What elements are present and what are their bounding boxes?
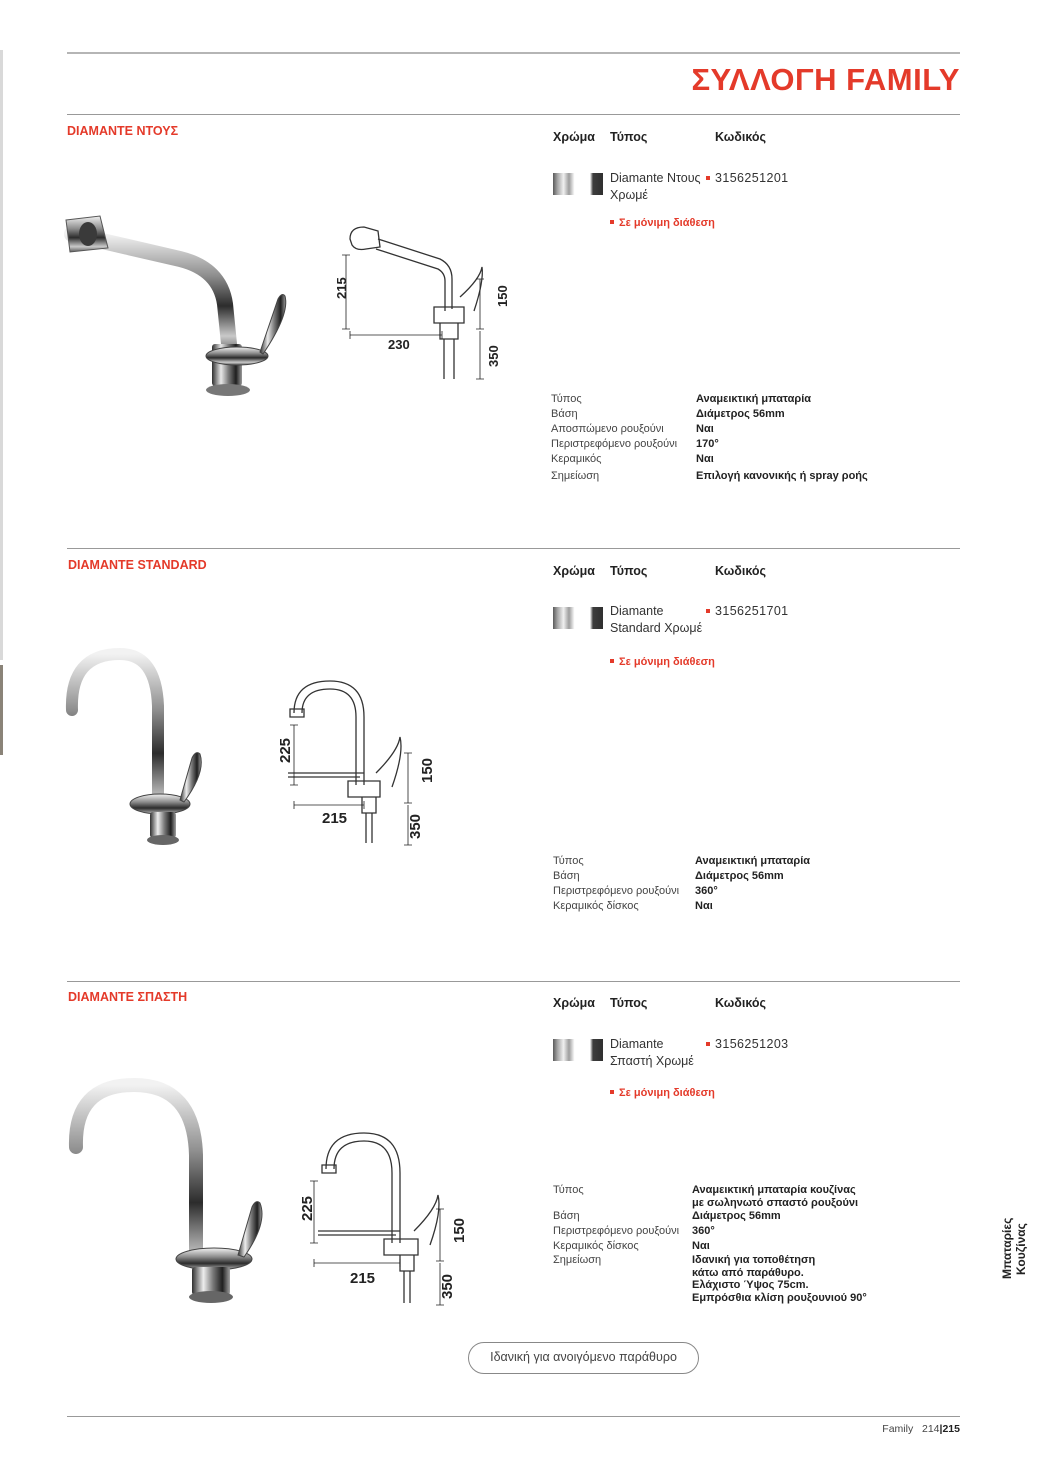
product-code: 3156251203 [706,1037,789,1051]
spec-table [553,854,810,914]
spec-row: Περιστρεφόμενο ρουξούνι 170° [551,438,719,450]
spec-row: Βάση Διάμετρος 56mm [553,870,784,882]
dim-label: 225 [277,737,294,763]
dim-label: 215 [350,1270,376,1287]
faucet-photo [60,204,300,404]
section-title: DIAMANTE ΝΤΟΥΣ [67,124,179,138]
spec-row: Κεραμικός Ναι [551,453,714,465]
header-color: Χρώμα [553,564,595,578]
side-tab-line: Κουζίνας [1014,1223,1028,1275]
technical-drawing [292,1125,472,1315]
faucet-photo [62,1075,272,1310]
technical-drawing [330,219,520,389]
dim-label: 215 [334,277,349,299]
bullet-icon [610,659,614,663]
page-footer [882,1423,960,1435]
spec-row: Αποσπώμενο ρουξούνι Ναι [551,423,714,435]
faucet-photo [60,646,220,851]
spec-table [553,1184,867,1304]
dim-label: 225 [299,1195,316,1221]
header-type: Τύπος [610,130,648,144]
header-code: Κωδικός [715,996,767,1010]
window-note-badge: Ιδανική για ανοιγόμενο παράθυρο [468,1342,699,1374]
dim-label: 215 [322,810,348,827]
spec-row: Σημείωση Ιδανική για τοποθέτηση [553,1254,816,1266]
spec-row: Τύπος Αναμεικτική μπαταρία κουζίνας [553,1184,856,1196]
footer-page-left: 214 [921,1423,940,1435]
spec-row: Περιστρεφόμενο ρουξούνι 360° [553,1225,715,1237]
product-section-diamante-standard [0,558,1044,978]
section-rule [67,548,960,549]
header-type: Τύπος [610,564,648,578]
spec-row: με σωληνωτό σπαστό ρουξούνι [692,1196,859,1209]
header-code: Κωδικός [715,130,767,144]
footer-page-right: 215 [942,1423,960,1435]
page-title: ΣΥΛΛΟΓΗ FAMILY [691,62,960,97]
footer-rule [67,1416,960,1417]
product-section-diamante-ntous [0,124,1044,544]
spec-row: Βάση Διάμετρος 56mm [551,408,785,420]
chrome-swatch [553,1039,603,1061]
spec-row: Τύπος Αναμεικτική μπαταρία [553,855,811,867]
side-tab-line: Μπαταρίες [1000,1217,1014,1279]
chrome-swatch [553,607,603,629]
bullet-icon [706,176,710,180]
bullet-icon [706,609,710,613]
header-color: Χρώμα [553,130,595,144]
dim-label: 150 [451,1217,468,1243]
spec-row: Βάση Διάμετρος 56mm [553,1210,781,1222]
section-rule [67,981,960,982]
bullet-icon [706,1042,710,1046]
bullet-icon [610,220,614,224]
availability-note: Σε μόνιμη διάθεση [610,217,715,229]
spec-row: Περιστρεφόμενο ρουξούνι 360° [553,885,718,897]
type-text: Diamante Ντους Χρωμέ [610,171,701,202]
spec-table [551,392,868,484]
technical-drawing [268,673,438,853]
spec-row: Σημείωση Επιλογή κανονικής ή spray ροής [551,470,868,482]
section-title: DIAMANTE ΣΠΑΣΤΗ [68,990,188,1004]
top-rule [67,52,960,54]
side-category-tab [996,1213,1034,1283]
spec-row: Τύπος Αναμεικτική μπαταρία [551,393,812,405]
availability-note: Σε μόνιμη διάθεση [610,1087,715,1099]
footer-label: Family [882,1423,914,1435]
product-code: 3156251201 [706,171,789,185]
type-text: Diamante Standard Χρωμέ [610,604,703,635]
dim-label: 350 [439,1273,456,1299]
spec-row: Κεραμικός δίσκος Ναι [553,1240,710,1252]
availability-note: Σε μόνιμη διάθεση [610,656,715,668]
dim-label: 230 [388,337,410,352]
product-code: 3156251701 [706,604,789,618]
spec-row: Ελάχιστο Ύψος 75cm. [692,1279,809,1291]
type-text: Diamante Σπαστή Χρωμέ [610,1037,694,1068]
dim-label: 150 [495,285,510,307]
title-rule [67,114,960,115]
chrome-swatch [553,173,603,195]
product-section-diamante-spasti [0,990,1044,1400]
spec-row: Εμπρόσθια κλίση ρουξουνιού 90° [692,1291,867,1304]
dim-label: 350 [407,813,424,839]
spec-row: Κεραμικός δίσκος Ναι [553,900,713,912]
header-code: Κωδικός [715,564,767,578]
spec-row: κάτω από παράθυρο. [692,1266,804,1279]
bullet-icon [610,1090,614,1094]
dim-label: 150 [419,757,436,783]
header-type: Τύπος [610,996,648,1010]
footer-separator: | [939,1423,943,1435]
dim-label: 350 [486,345,501,367]
section-title: DIAMANTE STANDARD [68,558,207,572]
header-color: Χρώμα [553,996,595,1010]
